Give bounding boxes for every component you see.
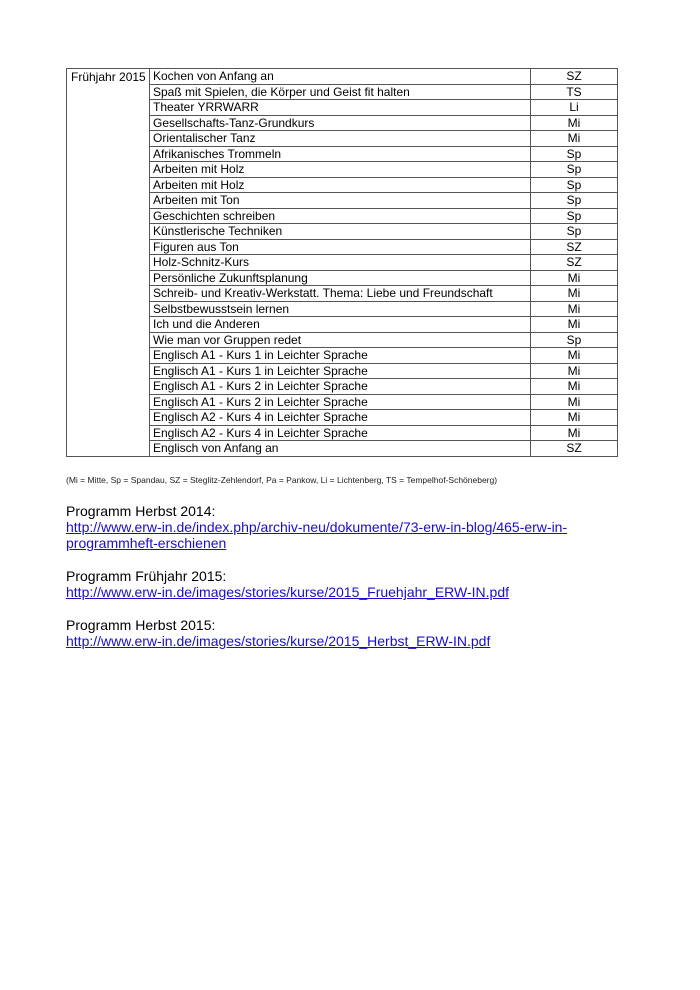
course-cell: Figuren aus Ton [150,239,531,255]
program-herbst-2015 [66,617,596,649]
table-row [67,301,618,317]
course-cell: Afrikanisches Trommeln [150,146,531,162]
location-legend: (Mi = Mitte, Sp = Spandau, SZ = Steglitz-Zehlendorf, Pa = Pankow, Li = Lichtenberg, TS = Tempelhof-Schöneberg) [66,475,498,485]
course-cell: Englisch A2 - Kurs 4 in Leichter Sprache [150,410,531,426]
course-cell: Spaß mit Spielen, die Körper und Geist fit halten [150,84,531,100]
course-cell: Persönliche Zukunftsplanung [150,270,531,286]
location-cell: Mi [531,348,618,364]
program-title: Programm Frühjahr 2015: [66,568,227,584]
table-row [67,441,618,457]
table-row [67,270,618,286]
course-cell: Kochen von Anfang an [150,69,531,85]
table-row [67,286,618,302]
location-cell: Mi [531,379,618,395]
location-cell: Mi [531,115,618,131]
table-row [67,425,618,441]
location-cell: Mi [531,286,618,302]
table-row [67,131,618,147]
course-cell: Arbeiten mit Holz [150,162,531,178]
location-cell: SZ [531,239,618,255]
course-cell: Gesellschafts-Tanz-Grundkurs [150,115,531,131]
program-title: Programm Herbst 2014: [66,503,216,519]
location-cell: Sp [531,146,618,162]
location-cell: SZ [531,255,618,271]
location-cell: Sp [531,177,618,193]
location-cell: Mi [531,301,618,317]
program-link[interactable]: http://www.erw-in.de/index.php/archiv-neu/dokumente/73-erw-in-blog/465-erw-in-programmheft-erschienen [66,519,568,551]
course-table-body [67,69,618,457]
course-cell: Geschichten schreiben [150,208,531,224]
program-herbst-2014 [66,503,596,551]
table-row [67,146,618,162]
course-cell: Theater YRRWARR [150,100,531,116]
location-cell: Mi [531,131,618,147]
course-cell: Holz-Schnitz-Kurs [150,255,531,271]
course-cell: Arbeiten mit Holz [150,177,531,193]
location-cell: Sp [531,224,618,240]
location-cell: TS [531,84,618,100]
course-cell: Arbeiten mit Ton [150,193,531,209]
semester-cell: Frühjahr 2015 [67,69,150,457]
table-row [67,100,618,116]
table-row [67,394,618,410]
table-row [67,348,618,364]
location-cell: Mi [531,317,618,333]
location-cell: Mi [531,363,618,379]
course-cell: Ich und die Anderen [150,317,531,333]
course-cell: Wie man vor Gruppen redet [150,332,531,348]
location-cell: SZ [531,441,618,457]
table-row [67,410,618,426]
program-link[interactable]: http://www.erw-in.de/images/stories/kurse/2015_Fruehjahr_ERW-IN.pdf [66,584,510,600]
course-cell: Englisch von Anfang an [150,441,531,457]
table-row [67,379,618,395]
table-row [67,239,618,255]
table-row [67,208,618,224]
location-cell: Sp [531,193,618,209]
table-row [67,255,618,271]
location-cell: Li [531,100,618,116]
location-cell: Sp [531,162,618,178]
course-cell: Englisch A1 - Kurs 2 in Leichter Sprache [150,379,531,395]
course-cell: Englisch A1 - Kurs 2 in Leichter Sprache [150,394,531,410]
location-cell: SZ [531,69,618,85]
course-cell: Englisch A1 - Kurs 1 in Leichter Sprache [150,348,531,364]
table-row [67,177,618,193]
location-cell: Mi [531,270,618,286]
course-cell: Englisch A2 - Kurs 4 in Leichter Sprache [150,425,531,441]
course-cell: Selbstbewusstsein lernen [150,301,531,317]
table-row [67,69,618,85]
program-fruehjahr-2015 [66,568,596,600]
table-row [67,193,618,209]
table-row [67,162,618,178]
table-row [67,224,618,240]
location-cell: Sp [531,332,618,348]
course-cell: Schreib- und Kreativ-Werkstatt. Thema: Liebe und Freundschaft [150,286,531,302]
table-row [67,363,618,379]
table-row [67,317,618,333]
course-cell: Englisch A1 - Kurs 1 in Leichter Sprache [150,363,531,379]
location-cell: Mi [531,425,618,441]
program-link[interactable]: http://www.erw-in.de/images/stories/kurse/2015_Herbst_ERW-IN.pdf [66,633,491,649]
course-cell: Künstlerische Techniken [150,224,531,240]
program-title: Programm Herbst 2015: [66,617,216,633]
course-cell: Orientalischer Tanz [150,131,531,147]
table-row [67,332,618,348]
course-table [66,68,618,457]
location-cell: Sp [531,208,618,224]
location-cell: Mi [531,410,618,426]
table-row [67,84,618,100]
table-row [67,115,618,131]
location-cell: Mi [531,394,618,410]
